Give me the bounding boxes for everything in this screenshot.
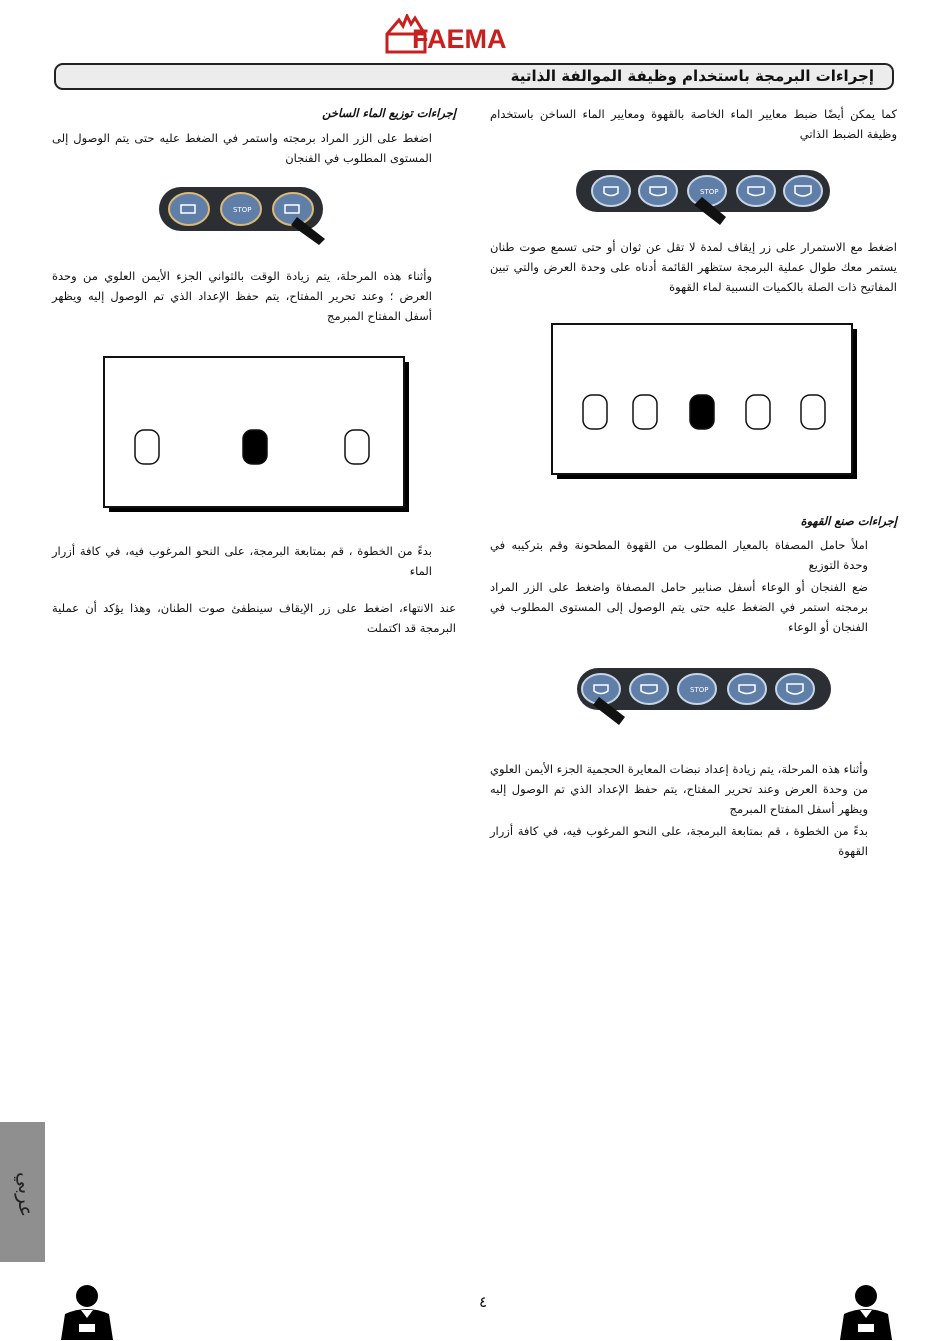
coffee-heading: إجراءات صنع القهوة — [800, 514, 897, 528]
hot-water-step-1: اضغط على الزر المراد برمجته واستمر في الضغط عليه حتى يتم الوصول إلى المستوى المطلوب في الفنجان — [52, 131, 432, 165]
hot-water-step-3: بدءً من الخطوة ، قم بمتابعة البرمجة، على النحو المرغوب فيه، في كافة أزرار الماء — [52, 544, 432, 578]
display-five-keys — [551, 323, 853, 475]
svg-text:STOP: STOP — [700, 188, 719, 196]
waiter-icon — [836, 1284, 896, 1340]
keypad-five-stop — [574, 165, 832, 229]
coffee-step-4: بدءً من الخطوة ، قم بمتابعة البرمجة، على النحو المرغوب فيه، في كافة أزرار القهوة — [490, 824, 868, 858]
keypad-three — [157, 183, 337, 247]
waiter-icon — [57, 1284, 117, 1340]
svg-text:STOP: STOP — [233, 206, 252, 214]
display-three-keys — [103, 356, 405, 508]
hot-water-step-2: وأثناء هذه المرحلة، يتم زيادة الوقت بالثواني الجزء الأيمن العلوي من وحدة العرض ؛ وعند تحرير المفتاح، يتم حفظ الإعداد الذي تم الوصول إليه ويظهر أسفل المفتاح المبرمج — [52, 269, 432, 323]
display-key-icons — [553, 325, 851, 473]
coffee-step-3: وأثناء هذه المرحلة، يتم زيادة إعداد نبضات المعايرة الحجمية الجزء الأيمن العلوي من وحدة العرض وعند تحرير المفتاح، يتم حفظ الإعداد الذي تم الوصول إليه ويظهر أسفل المفتاح المبرمج — [490, 762, 868, 816]
page-number: ٤ — [478, 1293, 488, 1311]
title-bar — [54, 63, 894, 90]
coffee-step-1: املأ حامل المصفاة بالمعيار المطلوب من القهوة المطحونة وقم بتركيبه في وحدة التوزيع — [490, 538, 868, 572]
brand-name: FAEMA — [412, 24, 507, 54]
language-label: عربي — [14, 1172, 38, 1218]
svg-text:STOP: STOP — [690, 686, 709, 694]
press-stop-paragraph: اضغط مع الاستمرار على زر إيقاف لمدة لا تقل عن ثوان أو حتى تسمع صوت طنان يستمر معك طوال عملية البرمجة ستظهر القائمة أدناه على وحدة العرض والتي تبين المفاتيح ذات الصلة بالكميات النسبية لماء القهوة — [490, 240, 897, 294]
coffee-step-2: ضع الفنجان أو الوعاء أسفل صنابير حامل المصفاة واضغط على الزر المراد برمجته استمر في الضغط عليه حتى يتم الوصول إلى المستوى المطلوب في الفنجان أو الوعاء — [490, 580, 868, 634]
page-title: إجراءات البرمجة باستخدام وظيفة الموالفة الذاتية — [510, 67, 874, 85]
hot-water-heading: إجراءات توزيع الماء الساخن — [322, 106, 456, 120]
hot-water-step-4: عند الانتهاء، اضغط على زر الإيقاف سينطفئ صوت الطنان، وهذا يؤكد أن عملية البرمجة قد اكتملت — [52, 601, 456, 635]
display-key-icons-3 — [105, 358, 403, 506]
keypad-five-first — [575, 665, 833, 729]
intro-paragraph: كما يمكن أيضًا ضبط معايير الماء الخاصة بالقهوة ومعايير الماء الساخن باستخدام وظيفة الضبط الذاتي — [490, 107, 897, 141]
